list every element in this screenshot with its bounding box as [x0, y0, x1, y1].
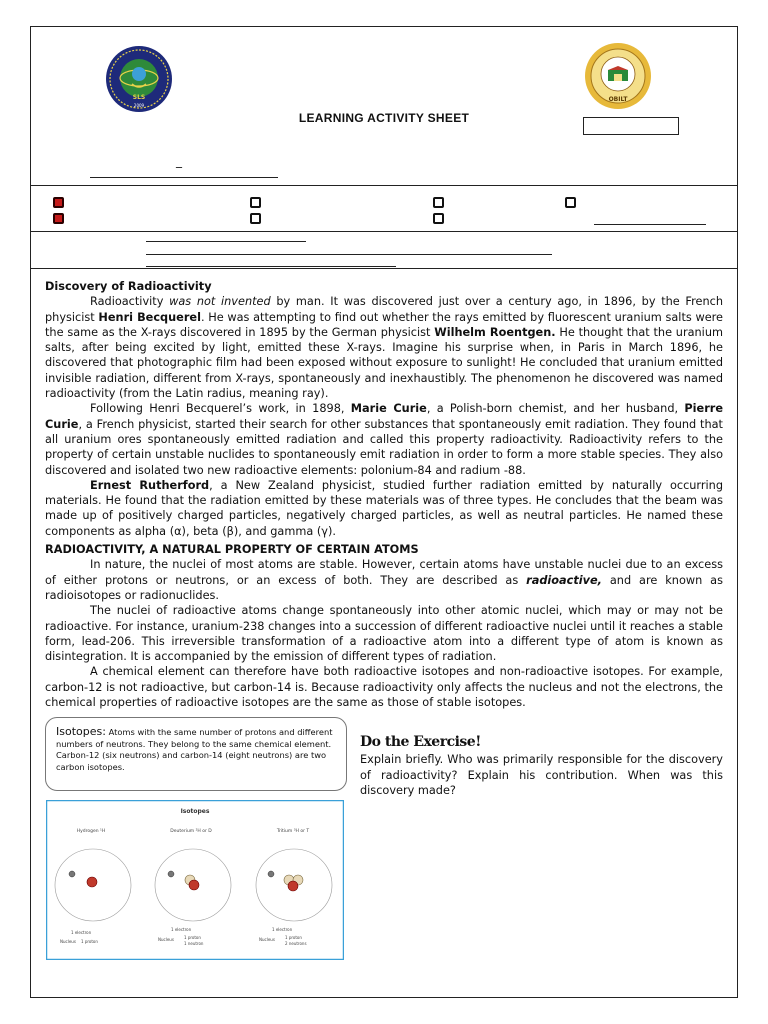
- atom-name-hydrogen: Hydrogen ¹H: [76, 829, 106, 834]
- score-box[interactable]: [583, 117, 679, 135]
- checkbox-2[interactable]: [53, 213, 64, 224]
- tritium-proton: [288, 881, 298, 891]
- right-seal-caption: OBILT: [608, 96, 628, 103]
- exercise-question: Explain briefly. Who was primarily responsible for the discovery of radioactivity? Explain his contribution. When was this discovery made?: [360, 753, 723, 797]
- checkbox-5[interactable]: [433, 197, 444, 208]
- figure-title: Isotopes: [180, 808, 210, 815]
- left-seal-year: 2009: [133, 103, 145, 108]
- info-line-3[interactable]: [146, 266, 396, 267]
- paragraph-becquerel: Radioactivity was not invented by man. It was discovered just over a century ago, in 1896, by the French physicist Henri Becquerel. He was attempting to find out whether the rays emitted by fluorescent uranium salts were the same as the X-rays discovered in 1895 by the German physicist Wilhelm Roentgen. He thought that the uranium salts, after being excited by light, emitted these X-rays. Imagine his surprise when, in Paris in March 1896, he discovered that photographic film had been exposed without exposure to sunlight! He concluded that uranium emitted invisible radiation, different from X-rays, spontaneously and inexhaustibly. The phenomenon he discovered was named radioactivity (from the Latin radius, meaning ray).: [45, 295, 724, 401]
- tritium-nucleus-label: Nucleus: [259, 937, 275, 942]
- atom-name-tritium: Tritium ³H or T: [276, 829, 310, 834]
- paragraph-rutherford: Ernest Rutherford, a New Zealand physicist, studied further radiation emitted by naturally occurring materials. He found that the radiation emitted by these materials was of three types. He concludes that the beam was made up of positively charged particles, negatively charged particles, as well as neutral particles. He named these components as alpha (α), beta (β), and gamma (γ).: [45, 478, 723, 538]
- exercise-section: [360, 735, 723, 798]
- sheet-title: LEARNING ACTIVITY SHEET: [298, 111, 470, 125]
- paragraph-curie: Following Henri Becquerel’s work, in 1898, Marie Curie, a Polish-born chemist, and her husband, Pierre Curie, a French physicist, started their search for other substances that spontaneously emit radiation. They found that all uranium ores spontaneously emitted radiation and called this property radioactivity. Radioactivity refers to the property of certain unstable nuclides to spontaneously emit radiation in order to form a more stable species. They also discovered and isolated two new radioactive elements: polonium-84 and radium -88.: [45, 402, 723, 477]
- tritium-electron-label: 1 electron: [272, 927, 293, 932]
- info-line-2[interactable]: [146, 254, 552, 255]
- content-divider: [30, 268, 738, 269]
- deuterium-neutron-label: 1 neutron: [184, 941, 204, 946]
- name-line[interactable]: [90, 177, 278, 178]
- deuterium-electron-label: 1 electron: [171, 927, 192, 932]
- deuterium-proton-label: 1 proton: [184, 935, 201, 940]
- checkbox-6[interactable]: [433, 213, 444, 224]
- paragraph-disintegration: The nuclei of radioactive atoms change spontaneously into other atomic nuclei, which may or may not be radioactive. For instance, uranium-238 changes into a succession of different radioactive nuclei until it reaches a stable form, lead-206. This irreversible transformation of a radioactive atom into a different type of atom is known as disintegration. It is accompanied by the emission of different types of radiation.: [45, 604, 723, 664]
- checkbox-1[interactable]: [53, 197, 64, 208]
- name-dash: _: [176, 154, 182, 168]
- hydrogen-proton: [87, 877, 97, 887]
- header-divider: [30, 185, 738, 186]
- isotopes-figure: [46, 800, 344, 960]
- school-seal-left: [104, 44, 174, 114]
- section-heading-natural-property: RADIOACTIVITY, A NATURAL PROPERTY OF CERTAIN ATOMS: [45, 543, 419, 557]
- deuterium-proton: [189, 880, 199, 890]
- school-seal-right: [583, 41, 653, 111]
- info-line-1[interactable]: [146, 241, 306, 242]
- paragraph-isotopes: A chemical element can therefore have both radioactive isotopes and non-radioactive isotopes. For example, carbon-12 is not radioactive, but carbon-14 is. Because radioactivity only affects the nucleus and not the electrons, the chemical properties of radioactive isotopes are the same as those of stable isotopes.: [45, 665, 723, 710]
- hydrogen-particle-label: 1 proton: [81, 939, 98, 944]
- lesson-content: [45, 279, 723, 710]
- tritium-electron: [268, 871, 274, 877]
- tritium-proton-label: 1 proton: [285, 935, 302, 940]
- hydrogen-electron: [69, 871, 75, 877]
- paragraph-stable-nuclei: In nature, the nuclei of most atoms are stable. However, certain atoms have unstable nuclei due to an excess of either protons or neutrons, or an excess of both. They are described as radioactive, and are known as radioisotopes or radionuclides.: [45, 558, 723, 602]
- isotopes-label: Isotopes:: [56, 725, 106, 738]
- isotopes-definition: Atoms with the same number of protons and different numbers of neutrons. They belong to the same chemical element. Carbon-12 (six neutrons) and carbon-14 (eight neutrons) are two carbon isotopes.: [56, 727, 333, 772]
- checkbox-3[interactable]: [250, 197, 261, 208]
- other-line[interactable]: [594, 224, 706, 225]
- deuterium-electron: [168, 871, 174, 877]
- hydrogen-electron-label: 1 electron: [71, 930, 92, 935]
- checkbox-4[interactable]: [250, 213, 261, 224]
- hydrogen-nucleus-label: Nucleus: [60, 939, 76, 944]
- section-heading-discovery: Discovery of Radioactivity: [45, 280, 212, 293]
- left-seal-caption: SLS: [132, 94, 146, 101]
- checkbox-7[interactable]: [565, 197, 576, 208]
- exercise-title: Do the Exercise!: [360, 734, 481, 750]
- tritium-neutron-label: 2 neutrons: [285, 941, 307, 946]
- deuterium-nucleus-label: Nucleus: [158, 937, 174, 942]
- checkbox-divider: [30, 231, 738, 232]
- atom-name-deuterium: Deuterium ²H or D: [170, 829, 212, 834]
- isotopes-definition-box: [45, 717, 347, 791]
